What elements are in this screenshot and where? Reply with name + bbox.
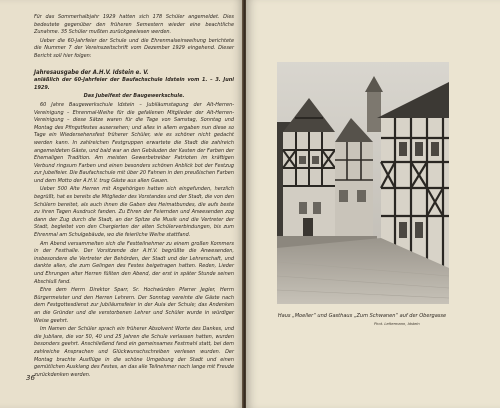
section-title: Das Jubelfest der Baugewerkschule. <box>83 93 185 100</box>
half-timbered-houses-image <box>277 62 449 304</box>
paragraph: Im Namen der Schüler sprach ein früherer Absolvent Worte des Dankes, und die Jubilare, die vor 50, 40 und 25 Jahren die Schule verlassen hatten, wurden besonders geehrt. Anschließend fand ein gemeinsames Festmahl statt, bei dem zahlreiche Ansprachen und Glückwunschschreiben verlesen wurden. Der Montag brachte Ausflüge in die schöne Umgebung der Stadt und einen gemütlichen Ausklang des Festes, an das alle Teilnehmer noch lange mit Freude zurückdenken werden. <box>34 326 234 378</box>
photo-credit: Phot. Lettermann, Idstein <box>374 322 420 326</box>
paragraph: 60 Jahre Baugewerkschule Idstein – Jubiläumstagung der Alt-Herren-Vereinigung – Ehrenmal-Weihe für die gefallenen Mitglieder der Alt-Herren-Vereinigung – diese Sätze waren für die Tage von Samstag, Sonntag und Montag des Pfingstfestes ausersehen; und alles in allem ergaben nun diese so Tage ein Wiedersehensfest früherer Schüler, wie es schöner nicht gedacht werden kann. In zahlreichen Festgruppen erwartete die Stadt die zahlreich angemeldeten Gäste, und bald war an den Gebäuden der Kasten der Farben der Ehemaligen Tradition. Am meisten Gewerbetreiber Patrioten im kräftigen Verbund ringsum Farben und einen besonders schönen Anblick bot der Festzug zur Jubelfeier. Die Baufachschule mit über 20 Fahnen in den preußischen Farben und dem Motto der A.H.V. trug Gäste aus allen Gauen. <box>34 101 234 184</box>
section-heading: Jahresausgabe der A.H.V. Idstein e. V. <box>34 68 149 76</box>
left-page-text <box>34 14 234 380</box>
paragraph: Ueber 500 Alte Herren mit Angehörigen hatten sich eingefunden, herzlich begrüßt, hat es bereits die Mitglieder des Vorstandes und der Stadt, die von den Schülern bereitet, als auch ihnen die Gaben des Heimatbundes, die aufs beste zu ihren Tagen Ausdruck fanden. Zu Ehren der Feiernden und Anwesenden zog dann der Zug durch die Stadt, an der Spitze die Musik und die Vertreter der Stadt, begleitet von den Chargierten der alten Schülerverbindungen, bis zum Ehrenmal am Schulgebäude, wo die feierliche Weihe stattfand. <box>34 186 234 239</box>
street-photo <box>277 62 449 304</box>
page-number: 36 <box>26 374 35 382</box>
paragraph: Für das Sommerhalbjahr 1929 hatten sich 178 Schüler angemeldet. Dies bedeutete gegenüber den früheren Semestern wieder eine beachtliche Zunahme. 35 Schüler mußten zurückgewiesen werden. <box>34 14 234 36</box>
left-page <box>0 0 244 408</box>
paragraph: Ehre dem Herrn Direktor Sparr, Sr. Hochwürden Pfarrer Jegler, Herrn Bürgermeister und den Herren Lehrern. Der Sonntag vereinte die Gäste nach dem Festgottesdienst zur Jubiläumsfeier in der Aula der Schule; das Andenken an die Gründer und die verstorbenen Lehrer und Schüler wurde in würdiger Weise geehrt. <box>34 287 234 324</box>
photo-caption: Haus „Moeller“ und Gasthaus „Zum Schwanen“ auf der Obergasse <box>277 313 447 319</box>
section-subheading: anläßlich der 60-Jahrfeier der Baufachschule Idstein vom 1. – 3. Juni 1929. <box>34 77 234 91</box>
paragraph: Am Abend versammelten sich die Festteilnehmer zu einem großen Kommers in der Festhalle. Der Vorsitzende der A.H.V. begrüßte die Anwesenden, insbesondere die Vertreter der Behörden, der Stadt und der Lehrerschaft, und dankte allen, die zum Gelingen des Festes beigetragen hatten. Reden, Lieder und Ehrungen alter Herren füllten den Abend, der erst in später Stunde seinen Abschluß fand. <box>34 240 234 285</box>
paragraph: Ueber die 60-Jahrfeier der Schule und die Ehrenmalseinweihung berichtete die Nummer 7 der Vereinszeitschrift vom Dezember 1929 eingehend. Dieser Bericht soll hier folgen: <box>34 37 234 59</box>
